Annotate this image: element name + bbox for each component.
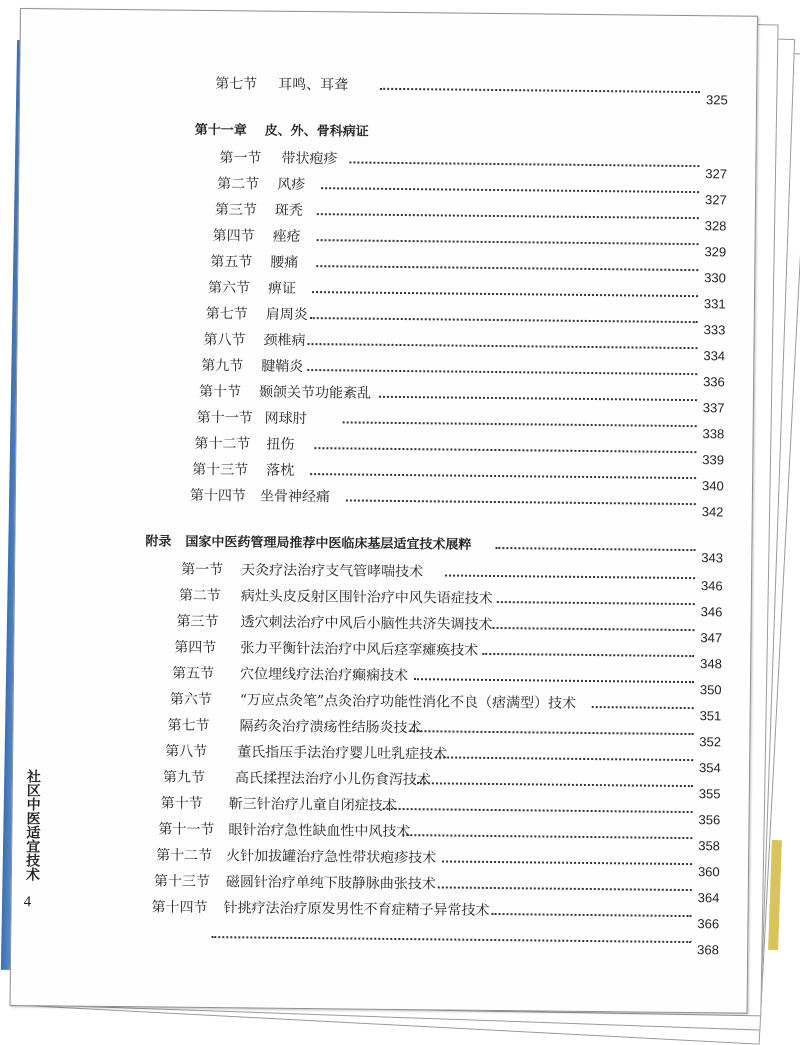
toc-section-label: 第一节 bbox=[181, 561, 224, 579]
toc-section-label: 第九节 bbox=[201, 357, 244, 375]
toc-entry-title: 针挑疗法治疗原发男性不育症精子异常技术 bbox=[223, 900, 490, 919]
toc-entry-title: 腱鞘炎 bbox=[261, 358, 304, 375]
toc-section-label: 第五节 bbox=[210, 254, 253, 271]
book-spine-edge bbox=[768, 840, 782, 950]
toc-entry-title: “万应点灸笔”点灸治疗功能性消化不良（痞满型）技术 bbox=[239, 692, 577, 712]
toc-entry-title: 皮、外、骨科病证 bbox=[264, 123, 369, 140]
toc-leader-dots bbox=[435, 740, 693, 761]
toc-entry-title: 天灸疗法治疗支气管哮喘技术 bbox=[241, 562, 424, 581]
toc-entry-title: 网球肘 bbox=[264, 410, 307, 428]
page-number: 4 bbox=[23, 894, 32, 911]
toc-page-number: 354 bbox=[699, 760, 721, 776]
toc-leader-dots bbox=[307, 353, 697, 375]
toc-section-label: 第六节 bbox=[207, 279, 251, 297]
toc-section-label: 第十一章 bbox=[194, 122, 247, 139]
toc-leader-dots bbox=[442, 844, 692, 865]
toc-entry-title: 肩周炎 bbox=[265, 306, 308, 324]
toc-section-label: 第四节 bbox=[174, 639, 217, 657]
toc-page-number: 337 bbox=[702, 400, 725, 416]
toc-page-number: 328 bbox=[704, 218, 727, 234]
toc-leader-dots bbox=[495, 531, 695, 551]
toc-page bbox=[10, 8, 758, 1014]
toc-section-label: 第七节 bbox=[205, 305, 248, 323]
toc-entry-title: 病灶头皮反射区围针治疗中风失语症技术 bbox=[240, 588, 493, 607]
toc-section-label: 附录 bbox=[145, 534, 172, 550]
toc-entry-title: 穴位埋线疗法治疗癫痫技术 bbox=[239, 666, 409, 685]
toc-entry-title: 落枕 bbox=[266, 462, 295, 479]
toc-leader-dots bbox=[592, 690, 694, 709]
toc-page-number: 351 bbox=[699, 708, 722, 724]
toc-section-label: 第八节 bbox=[165, 743, 208, 761]
toc-page-number: 347 bbox=[700, 630, 723, 646]
toc-leader-dots bbox=[402, 818, 692, 839]
toc-page-number: 360 bbox=[697, 864, 720, 880]
toc-page-number: 327 bbox=[704, 192, 727, 208]
toc-leader-dots bbox=[211, 920, 691, 943]
toc-section-label: 第一节 bbox=[219, 150, 262, 167]
toc-entry-title: 痹证 bbox=[267, 280, 297, 297]
toc-page-number: 342 bbox=[701, 504, 724, 520]
toc-section-label: 第三节 bbox=[214, 202, 257, 219]
toc-page-number: 340 bbox=[701, 478, 724, 494]
toc-section-label: 第七节 bbox=[167, 717, 210, 735]
toc-page-number: 336 bbox=[703, 374, 725, 390]
toc-leader-dots bbox=[343, 405, 697, 427]
toc-entry-title: 董氏指压手法治疗婴儿吐乳症技术 bbox=[237, 744, 448, 763]
toc-page-number: 356 bbox=[698, 812, 721, 828]
toc-leader-dots bbox=[493, 611, 695, 631]
toc-entry-title: 坐骨神经痛 bbox=[259, 488, 330, 506]
toc-section-label: 第三节 bbox=[176, 613, 219, 631]
toc-leader-dots bbox=[379, 380, 697, 401]
toc-page-number: 333 bbox=[703, 322, 726, 338]
toc-entry-title: 痤疮 bbox=[272, 228, 301, 245]
toc-page-number: 350 bbox=[699, 682, 722, 698]
toc-leader-dots bbox=[317, 197, 699, 219]
toc-page-number: 346 bbox=[700, 578, 723, 594]
toc-section-label: 第九节 bbox=[162, 769, 206, 786]
toc-page-number: 352 bbox=[699, 734, 722, 750]
toc-leader-dots bbox=[409, 714, 693, 735]
toc-section-label: 第十三节 bbox=[153, 873, 210, 891]
toc-section-label: 第二节 bbox=[217, 176, 260, 193]
toc-section-label: 第四节 bbox=[212, 228, 255, 245]
toc-leader-dots bbox=[380, 72, 700, 93]
toc-section-label: 第二节 bbox=[178, 587, 221, 605]
toc-section-label: 第八节 bbox=[203, 331, 246, 349]
toc-entry-title: 颈椎病 bbox=[263, 332, 306, 350]
toc-section-label: 第十二节 bbox=[156, 847, 213, 865]
toc-page-number: 330 bbox=[704, 270, 726, 286]
toc-section-label: 第十节 bbox=[160, 795, 203, 812]
toc-page-number: 366 bbox=[697, 916, 720, 932]
toc-page-number: 368 bbox=[697, 942, 719, 958]
toc-leader-dots bbox=[482, 637, 694, 657]
toc-leader-dots bbox=[317, 223, 699, 245]
toc-page-number: 355 bbox=[698, 786, 721, 802]
toc-leader-dots bbox=[310, 301, 698, 323]
toc-section-label: 第十一节 bbox=[196, 409, 253, 427]
toc-section-label: 第五节 bbox=[171, 665, 215, 683]
toc-section-label: 第十二节 bbox=[194, 435, 251, 453]
toc-entry bbox=[20, 71, 728, 108]
toc-page-number: 358 bbox=[698, 838, 721, 854]
toc-section-label: 第十四节 bbox=[151, 899, 208, 917]
toc-leader-dots bbox=[307, 327, 697, 349]
toc-page-number: 327 bbox=[705, 166, 728, 182]
toc-page-number: 339 bbox=[702, 452, 725, 468]
book-title-vertical: 社区中医适宜技术 bbox=[23, 769, 42, 882]
toc-entry-title: 磁圆针治疗单纯下肢静脉曲张技术 bbox=[225, 874, 436, 893]
toc-leader-dots bbox=[310, 457, 696, 479]
toc-section-label: 第十节 bbox=[198, 383, 242, 401]
toc-leader-dots bbox=[497, 585, 695, 605]
toc-entry-title: 颞颌关节功能紊乱 bbox=[258, 384, 372, 402]
toc-leader-dots bbox=[438, 870, 692, 891]
toc-section-label: 第十一节 bbox=[158, 821, 215, 839]
toc-section-label: 第十四节 bbox=[189, 487, 246, 505]
toc-leader-dots bbox=[312, 275, 698, 297]
toc-leader-dots bbox=[445, 558, 695, 579]
toc-entry-title: 透穴刺法治疗中风后小脑性共济失调技术 bbox=[240, 614, 493, 633]
toc-page-number: 343 bbox=[701, 550, 724, 566]
toc-leader-dots bbox=[346, 483, 696, 505]
toc-entry-title: 高氏揉捏法治疗小儿伤食泻技术 bbox=[234, 770, 432, 789]
toc-entry-title: 腰痛 bbox=[270, 254, 299, 271]
toc-entry-title: 斑秃 bbox=[274, 202, 303, 219]
toc-section-label: 第六节 bbox=[169, 691, 212, 709]
toc-entry-title: 火针加拔罐治疗急性带状疱疹技术 bbox=[226, 848, 437, 867]
toc-entry-title: 眼针治疗急性缺血性中风技术 bbox=[228, 822, 411, 841]
toc-leader-dots bbox=[349, 145, 699, 167]
toc-page-number: 338 bbox=[702, 426, 725, 442]
toc-leader-dots bbox=[314, 431, 696, 453]
toc-leader-dots bbox=[417, 766, 693, 787]
toc-section-label: 第十三节 bbox=[192, 461, 249, 479]
toc-page-number: 331 bbox=[703, 296, 726, 312]
toc-leader-dots bbox=[414, 662, 694, 683]
toc-entry-title: 带状疱疹 bbox=[281, 150, 338, 168]
toc-entry-title: 张力平衡针法治疗中风后痉挛瘫痪技术 bbox=[240, 640, 479, 659]
toc-entry-title: 隔药灸治疗溃疡性结肠炎技术 bbox=[239, 718, 422, 737]
toc-page-number: 329 bbox=[704, 244, 727, 260]
toc-entry-title: 国家中医药管理局推荐中医临床基层适宜技术展粹 bbox=[185, 534, 472, 553]
toc-entry-title: 扭伤 bbox=[266, 436, 295, 453]
toc-entry-title: 耳鸣、耳聋 bbox=[278, 76, 349, 94]
toc-entry-title: 靳三针治疗儿童自闭症技术 bbox=[228, 796, 397, 814]
toc-leader-dots bbox=[321, 171, 699, 193]
toc-leader-dots bbox=[383, 792, 693, 813]
toc-page-number: 346 bbox=[700, 604, 723, 620]
toc-page-number: 348 bbox=[700, 656, 722, 672]
toc-page-number: 334 bbox=[703, 348, 726, 364]
toc-section-label: 第七节 bbox=[215, 76, 258, 93]
toc-leader-dots bbox=[492, 897, 692, 917]
toc-entry-title: 风疹 bbox=[277, 176, 306, 193]
toc-page-number: 325 bbox=[705, 92, 728, 108]
toc-leader-dots bbox=[316, 249, 698, 271]
toc-page-number: 364 bbox=[697, 890, 720, 906]
